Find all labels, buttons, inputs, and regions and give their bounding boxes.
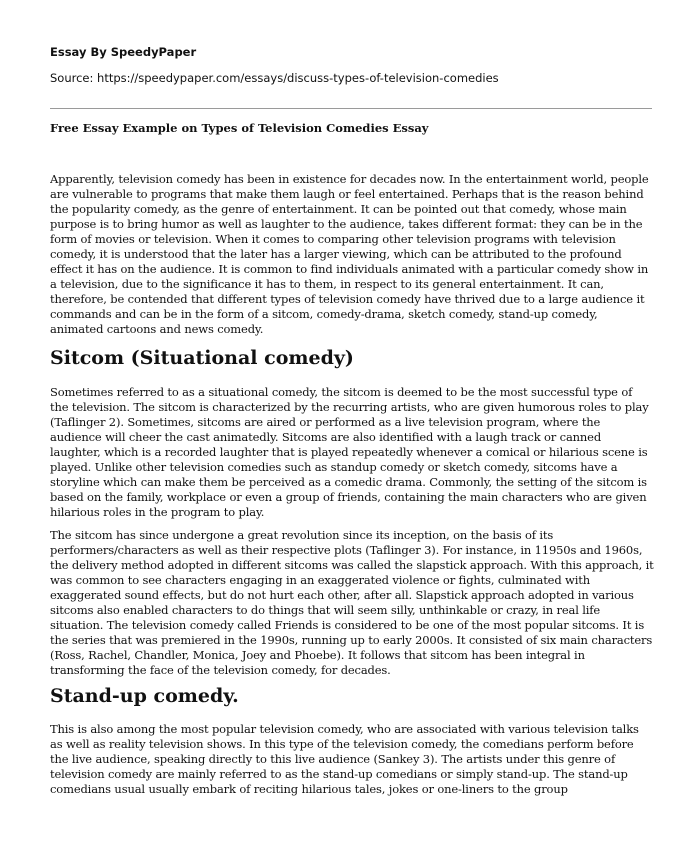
standup-paragraph-1: This is also among the most popular television comedy, who are associated with various television talks as well as reality television shows. In this type of the television comedy, the comedians perform before the live audience, speaking directly to this live audience (Sankey 3). The artists under this genre of television comedy are mainly referred to as the stand-up comedians or simply stand-up. The stand-up comedians usual usually embark of reciting hilarious tales, jokes or one-liners to the group — [50, 722, 639, 796]
source-line — [50, 71, 499, 85]
section-heading-standup: Stand-up comedy. — [50, 685, 239, 707]
source-label: Source: — [50, 71, 98, 85]
source-link[interactable]: https://speedypaper.com/essays/discuss-types-of-television-comedies — [97, 71, 499, 85]
sitcom-paragraph-1: Sometimes referred to as a situational comedy, the sitcom is deemed to be the most successful type of the television. The sitcom is characterized by the recurring artists, who are given humorous roles to play (Taflinger 2). Sometimes, sitcoms are aired or performed as a live television program, where the audience will cheer the cast animatedly. Sitcoms are also identified with a laugh track or canned laughter, which is a recorded laughter that is played repeatedly whenever a comical or hilarious scene is played. Unlike other television comedies such as standup comedy or sketch comedy, sitcoms have a storyline which can make them be perceived as a comedic drama. Commonly, the setting of the sitcom is based on the family, workplace or even a group of friends, containing the main characters who are given hilarious roles in the program to play. — [50, 385, 649, 519]
section-heading-sitcom: Sitcom (Situational comedy) — [50, 347, 354, 369]
brand-title: Essay By SpeedyPaper — [50, 45, 197, 59]
intro-paragraph: Apparently, television comedy has been in existence for decades now. In the entertainment world, people are vulnerable to programs that make them laugh or feel entertained. Perhaps that is the reason behind the popularity comedy, as the genre of entertainment. It can be pointed out that comedy, whose main purpose is to bring humor as well as laughter to the audience, takes different format: they can be in the form of movies or television. When it comes to comparing other television programs with television comedy, it is understood that the later has a larger viewing, which can be attributed to the profound effect it has on the audience. It is common to find individuals animated with a particular comedy show in a television, due to the significance it has to them, in respect to its general entertainment. It can, therefore, be contended that different types of television comedy have thrived due to a large audience it commands and can be in the form of a sitcom, comedy-drama, sketch comedy, stand-up comedy, animated cartoons and news comedy. — [50, 172, 649, 336]
sitcom-paragraph-2: The sitcom has since undergone a great revolution since its inception, on the basis of its performers/characters as well as their respective plots (Taflinger 3). For instance, in 11950s and 1960s, the delivery method adopted in different sitcoms was called the slapstick approach. With this approach, it was common to see characters engaging in an exaggerated violence or fights, culminated with exaggerated sound effects, but do not hurt each other, after all. Slapstick approach adopted in various sitcoms also enabled characters to do things that will seem silly, unthinkable or crazy, in real life situation. The television comedy called Friends is considered to be one of the most popular sitcoms. It is the series that was premiered in the 1990s, running up to early 2000s. It consisted of six main characters (Ross, Rachel, Chandler, Monica, Joey and Phoebe). It follows that sitcom has been integral in transforming the face of the television comedy, for decades. — [50, 528, 654, 677]
essay-title: Free Essay Example on Types of Television Comedies Essay — [50, 121, 429, 135]
header-divider — [50, 108, 652, 109]
